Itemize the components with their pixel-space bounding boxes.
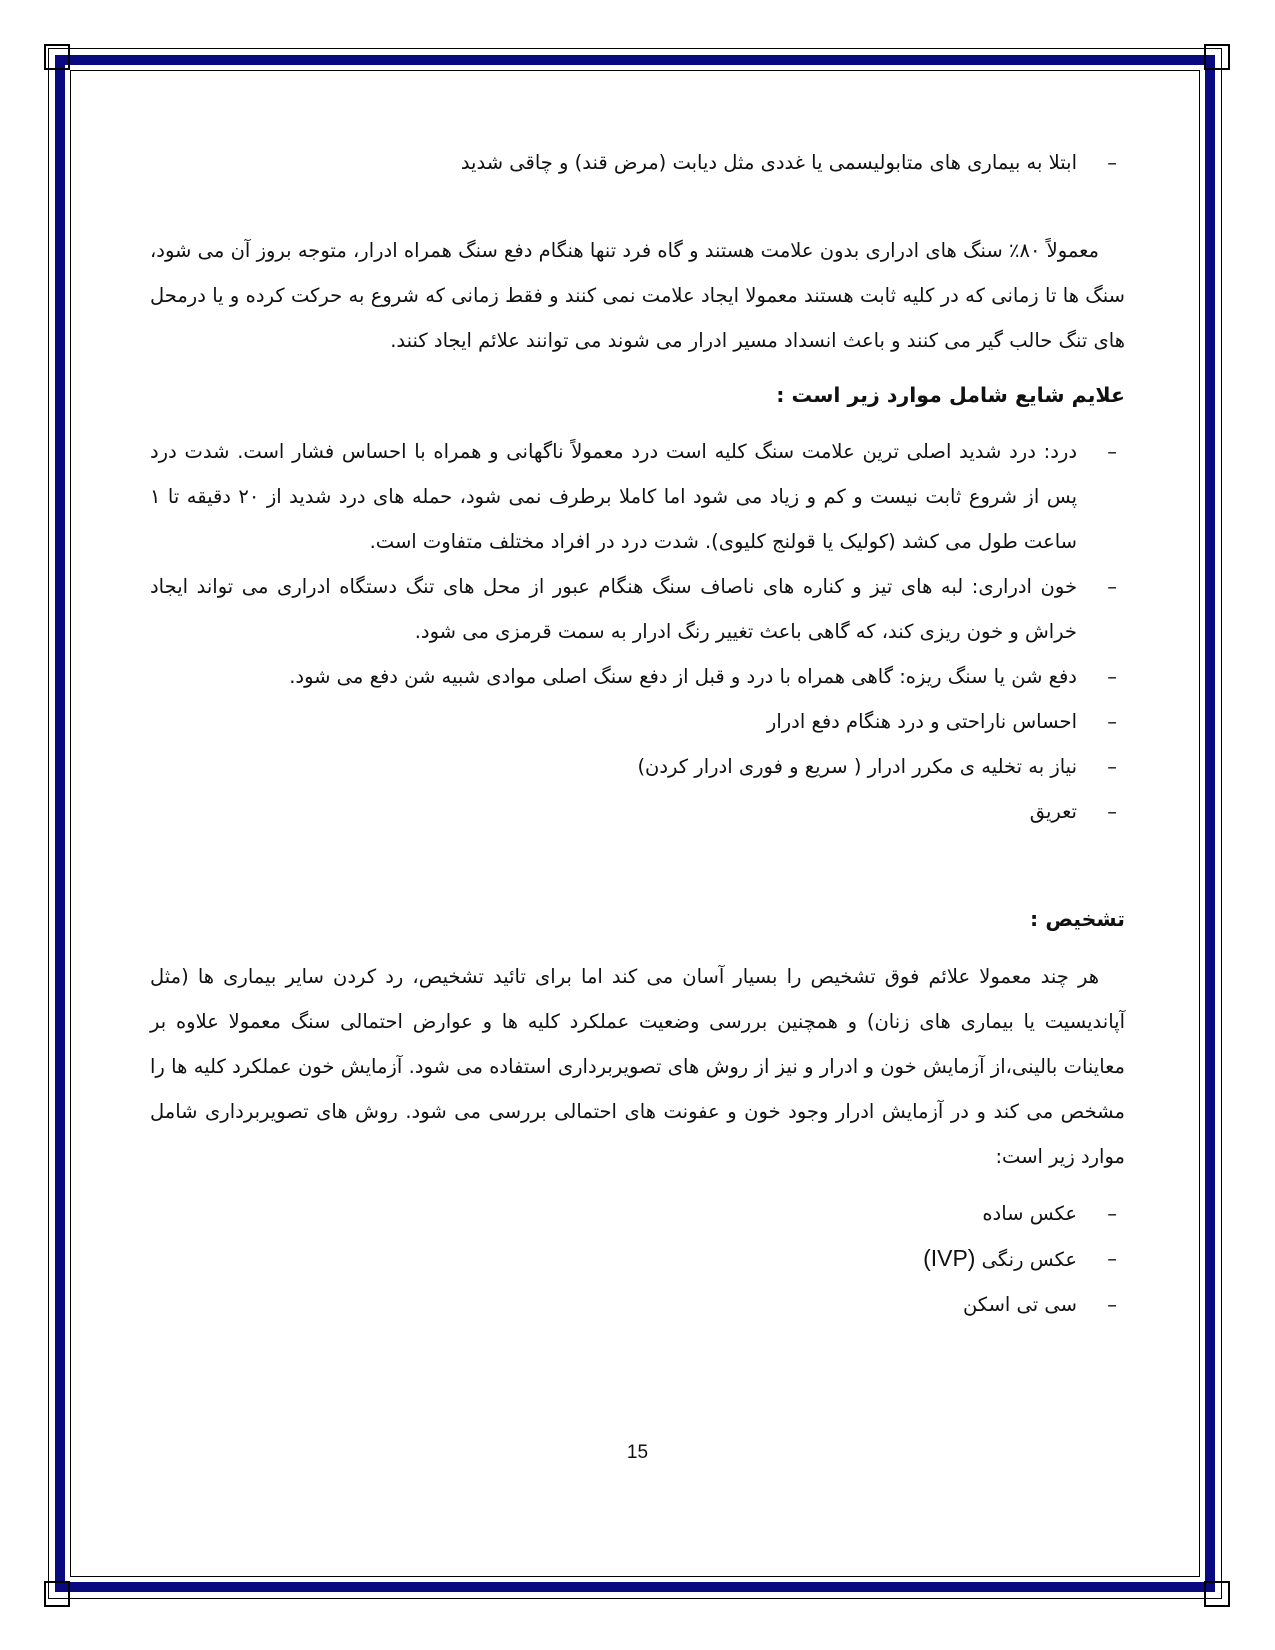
dash-marker: – xyxy=(1107,1247,1117,1270)
dash-marker: – xyxy=(1107,755,1117,778)
symptoms-heading: علایم شایع شامل موارد زیر است : xyxy=(776,383,1125,407)
list-item xyxy=(150,654,1125,699)
page-number: 15 xyxy=(626,1442,649,1463)
list-item-text: عکس رنگی xyxy=(981,1248,1077,1271)
frame-corner-ornament xyxy=(1204,44,1230,70)
list-item-text: درد: درد شدید اصلی ترین علامت سنگ کلیه است درد معمولاً ناگهانی و همراه با احساس فشار است. شدت درد پس از شروع ثابت نیست و کم و زیاد می شود اما کاملا برطرف نمی شود، حمله های درد شدید از ۲۰ دقیقه تا ۱ ساعت طول می کشد (کولیک یا قولنج کلیوی). شدت درد در افراد مختلف متفاوت است. xyxy=(150,440,1077,553)
list-item-text: تعریق xyxy=(1029,800,1077,823)
list-item-text: نیاز به تخلیه ی مکرر ادرار ( سریع و فوری ادرار کردن) xyxy=(637,755,1077,778)
list-item-text: احساس ناراحتی و درد هنگام دفع ادرار xyxy=(766,710,1077,733)
symptoms-list xyxy=(150,429,1125,834)
list-item xyxy=(150,744,1125,789)
dash-marker: – xyxy=(1107,1293,1117,1316)
list-item-text: عکس ساده xyxy=(982,1202,1077,1225)
list-item xyxy=(150,140,1125,185)
list-item-abbreviation: (IVP) xyxy=(923,1245,976,1271)
frame-corner-ornament xyxy=(1204,1581,1230,1607)
list-item xyxy=(150,1282,1125,1327)
list-item-text: خون ادراری: لبه های تیز و کناره های ناصاف سنگ هنگام عبور از محل های تنگ دستگاه ادراری می تواند ایجاد خراش و خون ریزی کند، که گاهی باعث تغییر رنگ ادرار به سمت قرمزی می شود. xyxy=(150,575,1077,643)
list-item xyxy=(150,699,1125,744)
list-item xyxy=(150,1191,1125,1236)
diagnosis-heading: تشخیص : xyxy=(1029,907,1125,931)
document-body xyxy=(150,140,1125,1327)
frame-corner-ornament xyxy=(44,44,70,70)
top-bullet-list xyxy=(150,140,1125,185)
list-item-text: دفع شن یا سنگ ریزه: گاهی همراه با درد و قبل از دفع سنگ اصلی موادی شبیه شن دفع می شود. xyxy=(289,665,1077,688)
list-item-text: ابتلا به بیماری های متابولیسمی یا غددی مثل دیابت (مرض قند) و چاقی شدید xyxy=(460,151,1077,174)
imaging-list xyxy=(150,1191,1125,1327)
dash-marker: – xyxy=(1107,710,1117,733)
list-item xyxy=(150,789,1125,834)
list-item xyxy=(150,429,1125,564)
list-item xyxy=(150,564,1125,654)
dash-marker: – xyxy=(1107,800,1117,823)
diagnosis-paragraph: هر چند معمولا علائم فوق تشخیص را بسیار آسان می کند اما برای تائید تشخیص، رد کردن سایر بیماری ها (مثل آپاندیسیت یا بیماری های زنان) و همچنین بررسی وضعیت عملکرد کلیه ها و عوارض احتمالی سنگ معمولا علاوه بر معاینات بالینی،از آزمایش خون و ادرار و نیز از روش های تصویربرداری استفاده می شود. آزمایش خون عملکرد کلیه ها را مشخص می کند و در آزمایش ادرار وجود خون و عفونت های احتمالی بررسی می شود. روش های تصویربرداری شامل موارد زیر است: xyxy=(150,965,1125,1168)
frame-corner-ornament xyxy=(44,1581,70,1607)
dash-marker: – xyxy=(1107,665,1117,688)
dash-marker: – xyxy=(1107,1202,1117,1225)
list-item-text: سی تی اسکن xyxy=(962,1293,1077,1316)
dash-marker: – xyxy=(1107,575,1117,598)
dash-marker: – xyxy=(1107,440,1117,463)
intro-paragraph: معمولاً ۸۰٪ سنگ های ادراری بدون علامت هستند و گاه فرد تنها هنگام دفع سنگ همراه ادرار، متوجه بروز آن می شود، سنگ ها تا زمانی که در کلیه ثابت هستند معمولا ایجاد علامت نمی کنند و فقط زمانی که شروع به حرکت کرده و یا درمحل های تنگ حالب گیر می کنند و باعث انسداد مسیر ادرار می شوند می توانند علائم ایجاد کنند. xyxy=(150,239,1125,352)
dash-marker: – xyxy=(1107,151,1117,174)
list-item xyxy=(150,1236,1125,1282)
